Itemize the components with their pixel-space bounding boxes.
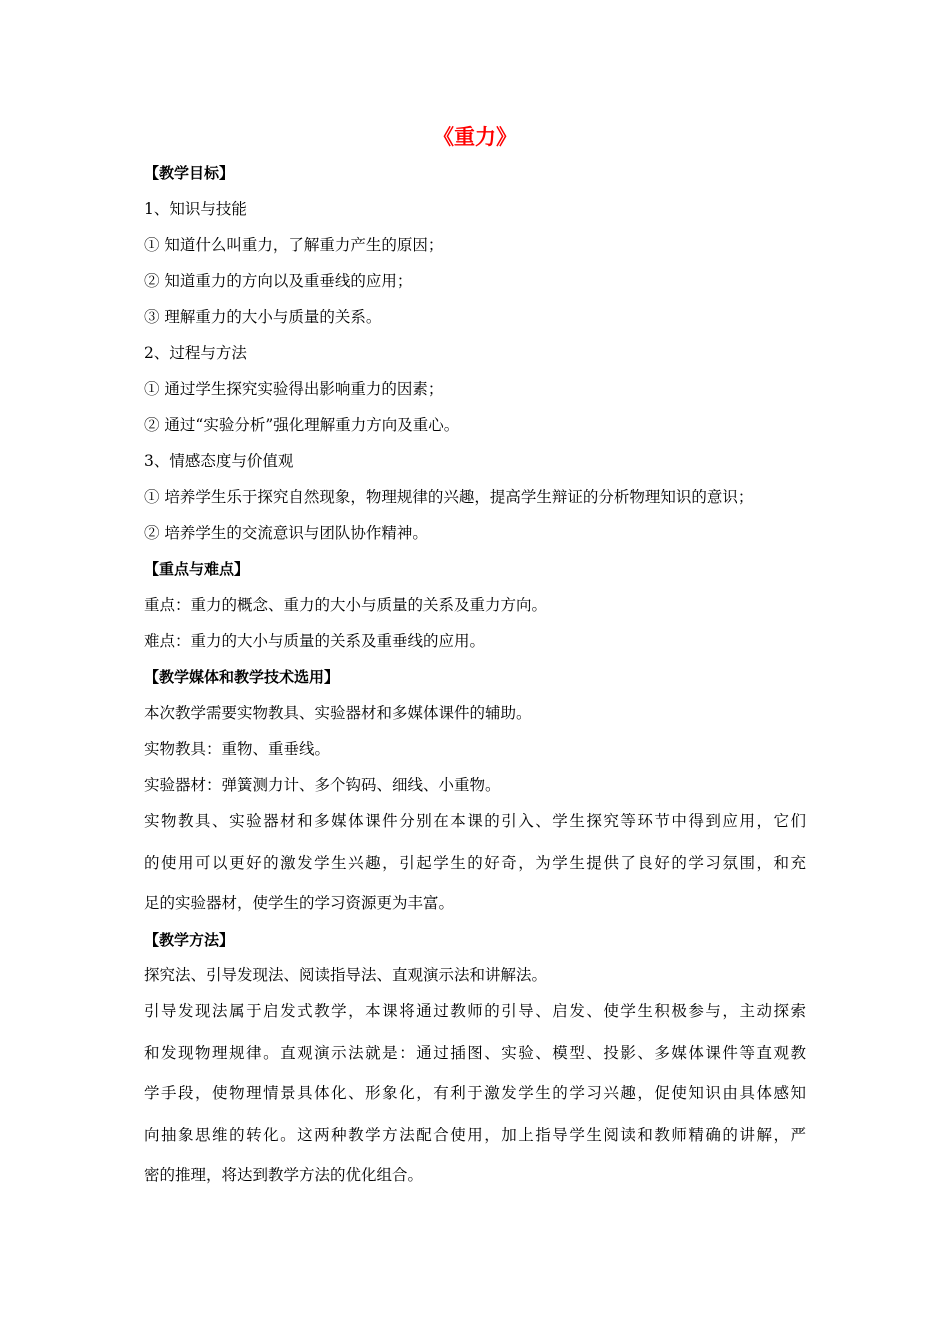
paragraph-line: 密的推理，将达到教学方法的优化组合。 xyxy=(144,1166,424,1184)
subheading-process-methods: 2、过程与方法 xyxy=(144,344,247,362)
list-item: ② 通过“实验分析”强化理解重力方向及重心。 xyxy=(144,416,460,434)
paragraph-line: 难点：重力的大小与质量的关系及重垂线的应用。 xyxy=(144,632,486,650)
paragraph-line: 的使用可以更好的激发学生兴趣，引起学生的好奇，为学生提供了良好的学习氛围，和充 xyxy=(144,854,806,872)
subheading-knowledge-skills: 1、知识与技能 xyxy=(144,200,247,218)
subheading-emotion-values: 3、情感态度与价值观 xyxy=(144,452,294,470)
paragraph-line: 引导发现法属于启发式教学，本课将通过教师的引导、启发、使学生积极参与，主动探索 xyxy=(144,1002,806,1020)
list-item: ③ 理解重力的大小与质量的关系。 xyxy=(144,308,382,326)
paragraph-line: 足的实验器材，使学生的学习资源更为丰富。 xyxy=(144,894,455,912)
paragraph-line: 向抽象思维的转化。这两种教学方法配合使用，加上指导学生阅读和教师精确的讲解，严 xyxy=(144,1126,806,1144)
section-heading-teaching-goals: 【教学目标】 xyxy=(144,164,235,182)
list-item: ② 培养学生的交流意识与团队协作精神。 xyxy=(144,524,428,542)
paragraph-line: 重点：重力的概念、重力的大小与质量的关系及重力方向。 xyxy=(144,596,548,614)
paragraph-line: 学手段，使物理情景具体化、形象化，有利于激发学生的学习兴趣，促使知识由具体感知 xyxy=(144,1084,806,1102)
section-heading-key-points: 【重点与难点】 xyxy=(144,560,250,578)
document-title: 《重力》 xyxy=(433,125,517,149)
paragraph-line: 实物教具、实验器材和多媒体课件分别在本课的引入、学生探究等环节中得到应用，它们 xyxy=(144,812,806,830)
paragraph-line: 探究法、引导发现法、阅读指导法、直观演示法和讲解法。 xyxy=(144,966,548,984)
paragraph-line: 本次教学需要实物教具、实验器材和多媒体课件的辅助。 xyxy=(144,704,532,722)
section-heading-media: 【教学媒体和教学技术选用】 xyxy=(144,668,340,686)
paragraph-line: 实物教具：重物、重垂线。 xyxy=(144,740,331,758)
section-heading-methods: 【教学方法】 xyxy=(144,931,235,949)
list-item: ② 知道重力的方向以及重垂线的应用； xyxy=(144,272,413,290)
paragraph-line: 和发现物理规律。直观演示法就是：通过插图、实验、模型、投影、多媒体课件等直观教 xyxy=(144,1044,806,1062)
list-item: ① 培养学生乐于探究自然现象，物理规律的兴趣，提高学生辩证的分析物理知识的意识； xyxy=(144,488,754,506)
paragraph-line: 实验器材：弹簧测力计、多个钩码、细线、小重物。 xyxy=(144,776,501,794)
list-item: ① 通过学生探究实验得出影响重力的因素； xyxy=(144,380,444,398)
list-item: ① 知道什么叫重力，了解重力产生的原因； xyxy=(144,236,444,254)
